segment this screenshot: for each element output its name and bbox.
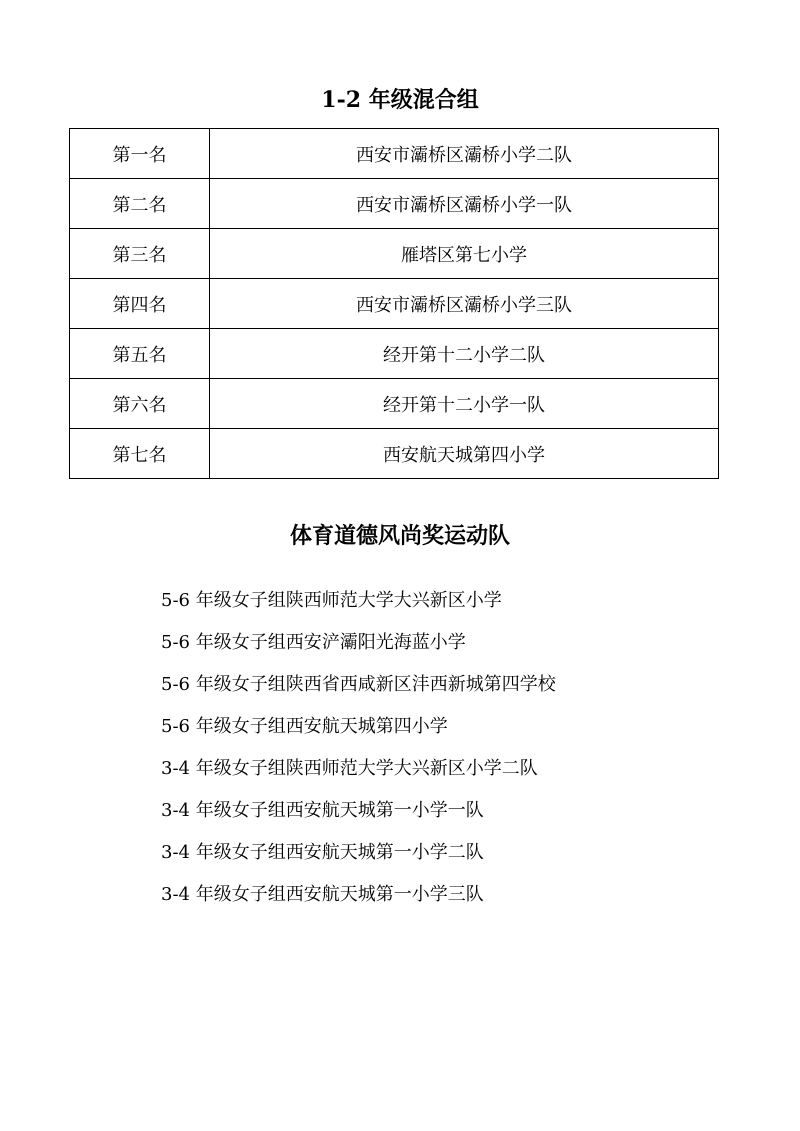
- team-cell: 西安市灞桥区灞桥小学二队: [210, 129, 719, 179]
- rank-cell: 第七名: [70, 429, 210, 479]
- list-item: 5-6 年级女子组西安航天城第四小学: [161, 716, 448, 737]
- section-title-mixed-group: 1-2 年级混合组: [321, 87, 479, 113]
- rank-cell: 第三名: [70, 229, 210, 279]
- team-cell: 经开第十二小学一队: [210, 379, 719, 429]
- team-cell: 西安市灞桥区灞桥小学一队: [210, 179, 719, 229]
- list-item: 3-4 年级女子组陕西师范大学大兴新区小学二队: [161, 758, 538, 779]
- team-cell: 西安市灞桥区灞桥小学三队: [210, 279, 719, 329]
- section-title-sportsmanship-award: 体育道德风尚奖运动队: [289, 523, 510, 549]
- rank-cell: 第二名: [70, 179, 210, 229]
- rank-cell: 第一名: [70, 129, 210, 179]
- list-item: 5-6 年级女子组陕西省西咸新区沣西新城第四学校: [161, 674, 556, 695]
- rank-cell: 第四名: [70, 279, 210, 329]
- table-row: [70, 229, 719, 279]
- team-cell: 雁塔区第七小学: [210, 229, 719, 279]
- table-row: [70, 279, 719, 329]
- table-row: [70, 179, 719, 229]
- table-row: [70, 429, 719, 479]
- ranking-table: [69, 128, 719, 479]
- list-item: 3-4 年级女子组西安航天城第一小学二队: [161, 842, 484, 863]
- list-item: 5-6 年级女子组陕西师范大学大兴新区小学: [161, 590, 502, 611]
- list-item: 3-4 年级女子组西安航天城第一小学三队: [161, 884, 484, 905]
- table-row: [70, 129, 719, 179]
- rank-cell: 第五名: [70, 329, 210, 379]
- list-item: 5-6 年级女子组西安浐灞阳光海蓝小学: [161, 632, 466, 653]
- team-cell: 西安航天城第四小学: [210, 429, 719, 479]
- award-team-list: [161, 580, 556, 916]
- rank-cell: 第六名: [70, 379, 210, 429]
- table-row: [70, 329, 719, 379]
- list-item: 3-4 年级女子组西安航天城第一小学一队: [161, 800, 484, 821]
- table-row: [70, 379, 719, 429]
- team-cell: 经开第十二小学二队: [210, 329, 719, 379]
